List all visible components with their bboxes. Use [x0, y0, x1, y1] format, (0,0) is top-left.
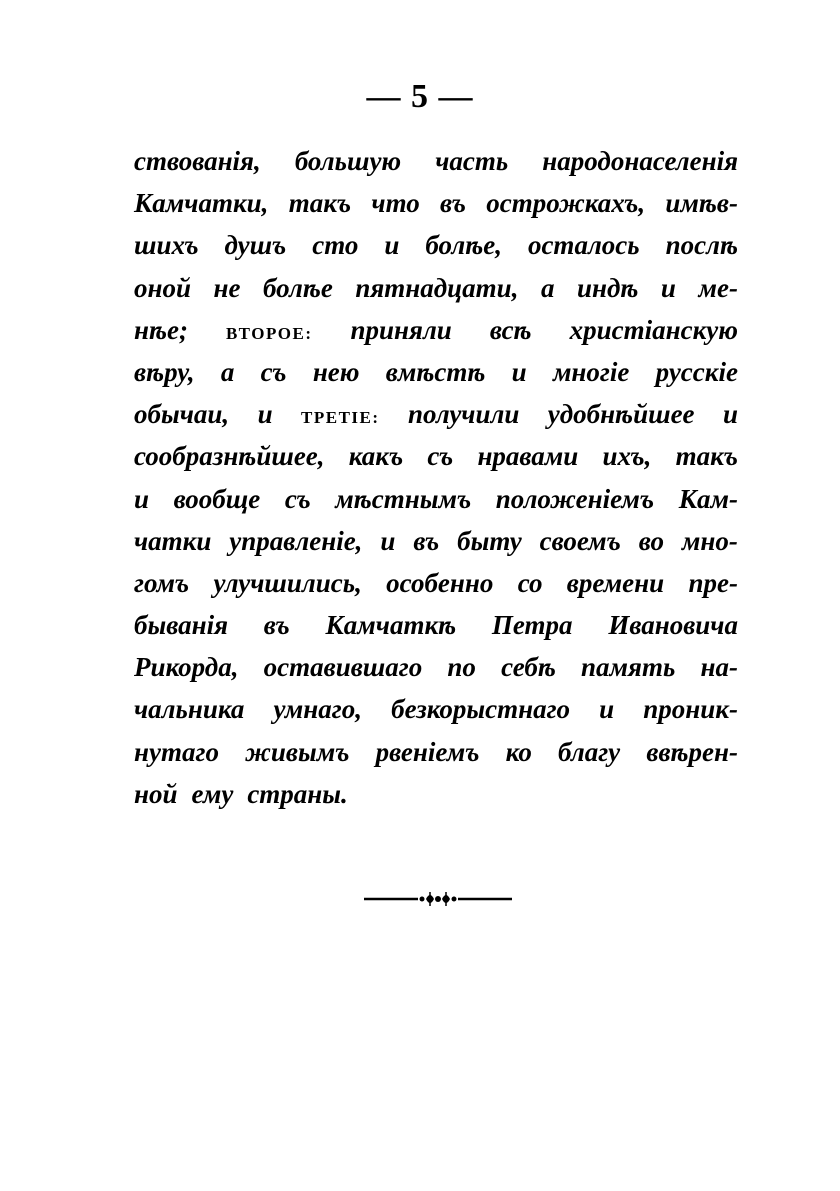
text-line	[134, 140, 738, 182]
word: ихъ,	[602, 441, 652, 472]
word: индѣ	[576, 272, 639, 303]
word: острожкахъ,	[486, 188, 646, 219]
tailpiece-ornament-icon	[362, 888, 514, 910]
word: болѣе,	[425, 230, 502, 261]
text-line	[134, 351, 738, 393]
word: чатки	[134, 525, 212, 556]
word: нравами	[477, 441, 579, 472]
word: большую	[294, 146, 402, 176]
word: и	[660, 272, 676, 303]
text-line	[134, 562, 738, 604]
word: умнаго,	[273, 694, 362, 725]
word: быванія	[134, 610, 228, 641]
word: ме-	[698, 272, 738, 303]
text-line	[134, 267, 738, 309]
word: ему	[191, 778, 234, 809]
text-line	[134, 478, 738, 520]
word: и	[511, 356, 527, 387]
word: съ	[427, 441, 454, 472]
text-line	[134, 646, 738, 688]
word: положеніемъ	[495, 483, 655, 514]
word: управленіе,	[229, 525, 363, 556]
word: вѣру,	[134, 356, 195, 387]
word: что	[371, 188, 420, 219]
word: болѣе	[263, 272, 333, 303]
word: по	[447, 652, 476, 683]
word: нею	[312, 356, 360, 387]
word: христіанскую	[569, 314, 738, 345]
page-number: — 5 —	[366, 78, 474, 115]
word: не	[213, 272, 241, 303]
word: Камчатки,	[134, 188, 269, 219]
word: мно-	[681, 525, 738, 556]
word: всѣ	[489, 314, 532, 345]
text-line	[134, 604, 738, 646]
word: благу	[558, 736, 621, 767]
word: вмѣстѣ	[385, 356, 486, 387]
word: ной	[134, 778, 178, 809]
word: а	[220, 356, 235, 387]
word: душъ	[224, 230, 287, 261]
word: рвеніемъ	[375, 736, 480, 767]
word: послѣ	[665, 230, 738, 261]
word: многіе	[552, 356, 630, 387]
word: во	[638, 525, 664, 556]
word: Камчаткѣ	[325, 610, 457, 641]
word: народонаселенія	[542, 146, 738, 176]
word: память	[581, 652, 676, 683]
word: сто	[312, 230, 359, 261]
word: Рикорда,	[134, 652, 239, 683]
word: безкорыстнаго	[391, 694, 571, 725]
word: своемъ	[539, 525, 621, 556]
word: и	[722, 399, 738, 430]
word: въ	[263, 610, 290, 641]
word: быту	[457, 525, 522, 556]
word: и	[384, 230, 400, 261]
text-line	[134, 773, 738, 815]
word: Ивановича	[608, 610, 738, 641]
word: удобнѣйшее	[547, 399, 695, 430]
word: оной	[134, 272, 192, 303]
word: часть	[435, 146, 509, 176]
word: ТРЕТІЕ:	[301, 408, 380, 428]
word: съ	[284, 483, 311, 514]
word: проник-	[643, 694, 738, 725]
word: такъ	[675, 441, 738, 472]
word: въ	[440, 188, 466, 219]
word: оставившаго	[263, 652, 423, 683]
word: пятнадцати,	[355, 272, 519, 303]
word: и	[599, 694, 615, 725]
text-line	[134, 182, 738, 224]
word: ВТОРОЕ:	[226, 323, 313, 343]
word: страны.	[247, 778, 348, 809]
word: и	[257, 399, 273, 430]
word: себѣ	[501, 652, 556, 683]
word: Петра	[491, 610, 573, 641]
word: мѣстнымъ	[335, 483, 472, 514]
word: осталось	[527, 230, 640, 261]
text-line	[134, 309, 738, 351]
word: съ	[260, 356, 287, 387]
word: шихъ	[134, 230, 199, 261]
word: въ	[413, 525, 440, 556]
word: какъ	[348, 441, 404, 472]
text-line	[134, 435, 738, 477]
word: со	[517, 567, 543, 598]
word: на-	[700, 652, 738, 683]
word: ввѣрен-	[646, 736, 738, 767]
word: особенно	[386, 567, 494, 598]
word: русскіе	[655, 356, 738, 387]
word: и	[380, 525, 396, 556]
word: пре-	[688, 567, 738, 598]
word: а	[540, 272, 555, 303]
word: чальника	[134, 694, 245, 725]
word: ствованія,	[134, 146, 261, 176]
word: Кам-	[678, 483, 738, 514]
word: живымъ	[245, 736, 350, 767]
body-text	[134, 140, 738, 815]
word: имѣв-	[665, 188, 738, 219]
text-line	[134, 224, 738, 266]
word: вообще	[173, 483, 261, 514]
word: приняли	[350, 314, 452, 345]
word: и	[134, 483, 150, 514]
word: нѣе;	[134, 314, 188, 345]
text-line	[134, 520, 738, 562]
word: улучшились,	[213, 567, 362, 598]
text-line	[134, 393, 738, 435]
text-line	[134, 688, 738, 730]
word: времени	[566, 567, 665, 598]
word: гомъ	[134, 567, 190, 598]
word: сообразнѣйшее,	[134, 441, 325, 472]
word: такъ	[288, 188, 352, 219]
word: ко	[505, 736, 532, 767]
text-line	[134, 731, 738, 773]
word: нутаго	[134, 736, 219, 767]
word: обычаи,	[134, 399, 230, 430]
word: получили	[407, 399, 520, 430]
